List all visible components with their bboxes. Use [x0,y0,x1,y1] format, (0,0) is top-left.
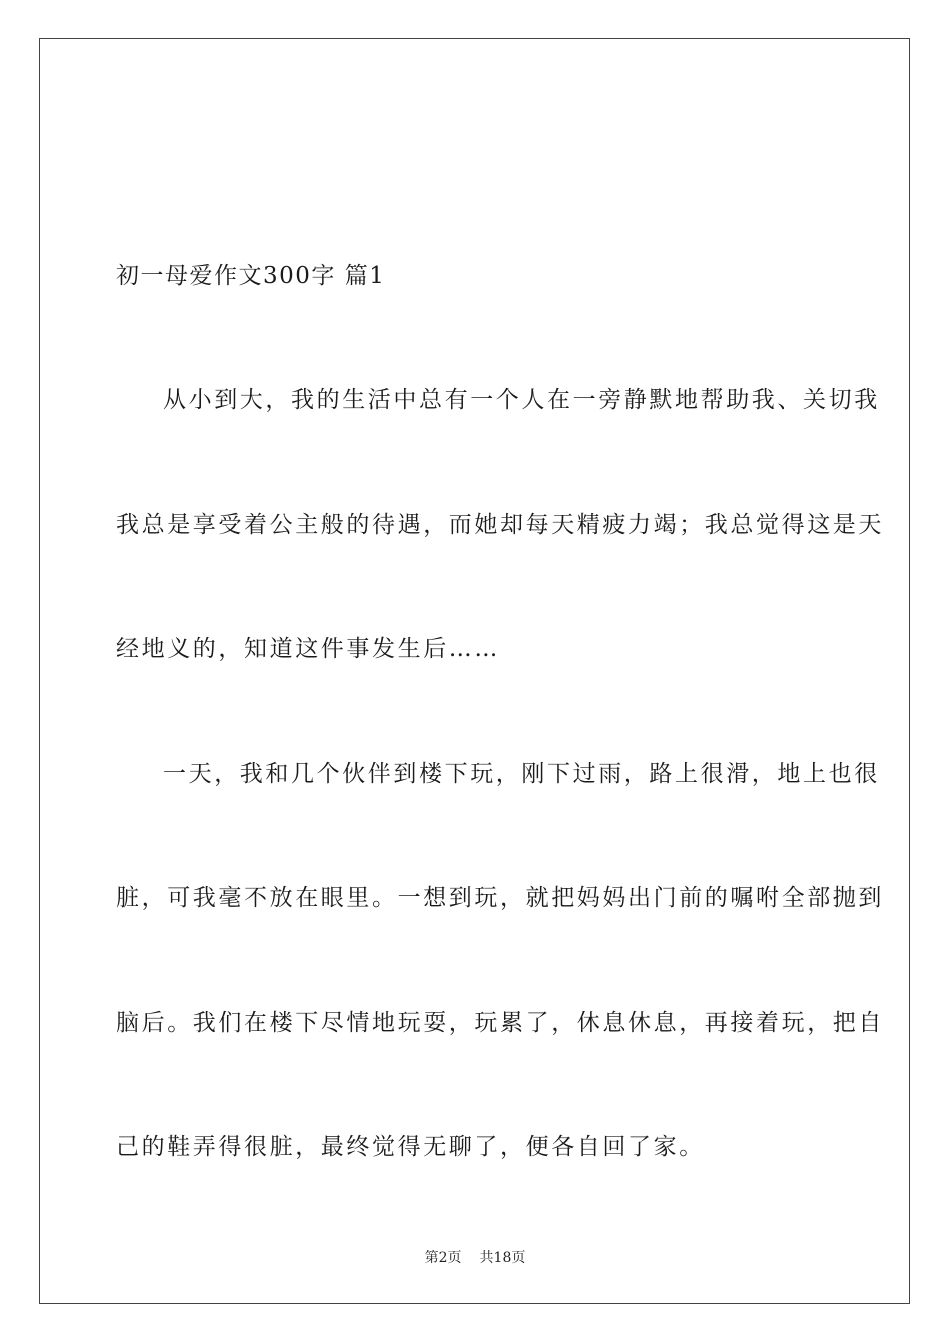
paragraph-line-5: 脏，可我毫不放在眼里。一想到玩，就把妈妈出门前的嘱咐全部抛到 [116,885,884,911]
document-title: 初一母爱作文300字 篇1 [116,263,386,289]
paragraph-line-2: 我总是享受着公主般的待遇，而她却每天精疲力竭；我总觉得这是天 [116,512,884,538]
paragraph-line-1: 从小到大，我的生活中总有一个人在一旁静默地帮助我、关切我 [163,387,880,413]
total-page-count: 共18页 [479,1250,526,1266]
page-border [39,38,910,1304]
current-page-number: 第2页 [424,1250,462,1266]
paragraph-line-3: 经地义的，知道这件事发生后…… [116,636,500,662]
page-footer [0,1247,950,1267]
paragraph-line-6: 脑后。我们在楼下尽情地玩耍，玩累了，休息休息，再接着玩，把自 [116,1010,884,1036]
paragraph-line-7: 己的鞋弄得很脏，最终觉得无聊了，便各自回了家。 [116,1134,705,1160]
paragraph-line-4: 一天，我和几个伙伴到楼下玩，刚下过雨，路上很滑，地上也很 [163,761,880,787]
